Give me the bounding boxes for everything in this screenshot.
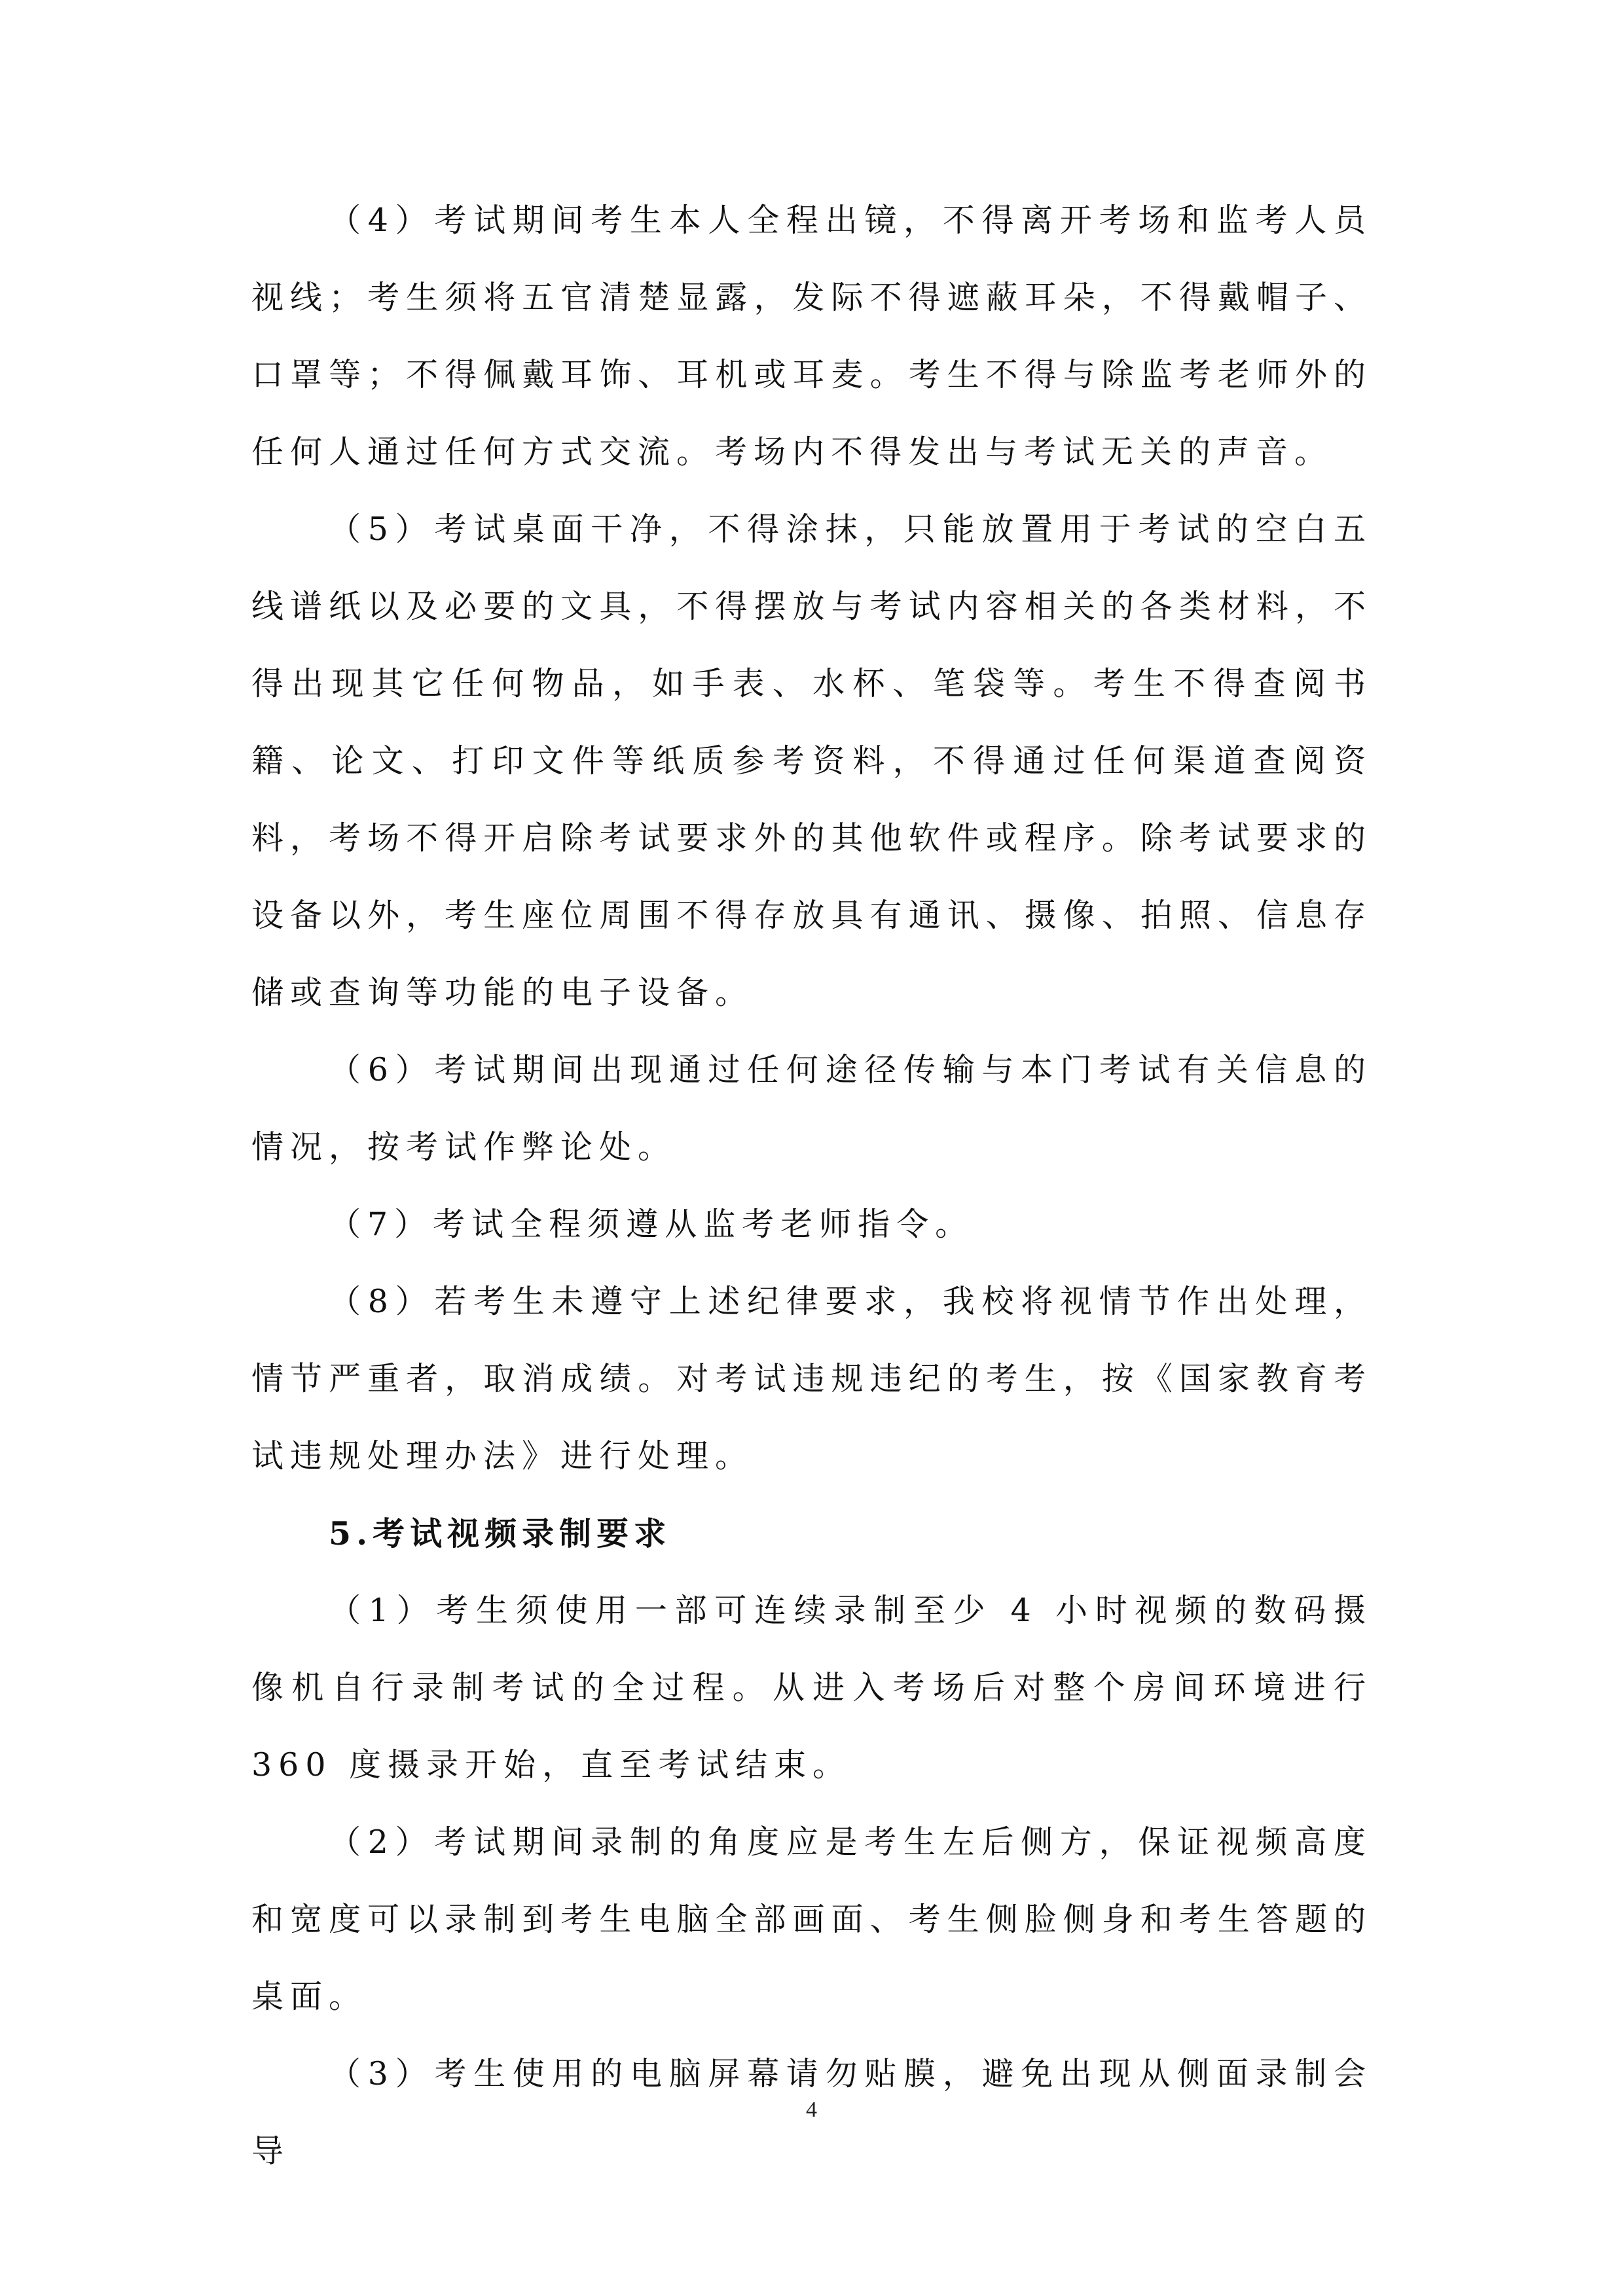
- document-body: [251, 182, 1372, 2190]
- section-heading: 5.考试视频录制要求: [329, 1515, 672, 1552]
- paragraph-rule-6: （6）考试期间出现通过任何途径传输与本门考试有关信息的情况，按考试作弊论处。: [251, 1051, 1372, 1166]
- paragraph-rule-7: （7）考试全程须遵从监考老师指令。: [329, 1206, 974, 1243]
- paragraph-recording-1: （1）考生须使用一部可连续录制至少 4 小时视频的数码摄像机自行录制考试的全过程。从进入考场后对整个房间环境进行 360 度摄录开始，直至考试结束。: [251, 1592, 1372, 1784]
- paragraph-recording-3: （3）考生使用的电脑屏幕请勿贴膜，避免出现从侧面录制会导: [251, 2055, 1372, 2170]
- paragraph-rule-5: （5）考试桌面干净，不得涂抹，只能放置用于考试的空白五线谱纸以及必要的文具，不得摆放与考试内容相关的各类材料，不得出现其它任何物品，如手表、水杯、笔袋等。考生不得查阅书籍、论文、打印文件等纸质参考资料，不得通过任何渠道查阅资料，考场不得开启除考试要求外的其他软件或程序。除考试要求的设备以外，考生座位周围不得存放具有通讯、摄像、拍照、信息存储或查询等功能的电子设备。: [251, 511, 1372, 1011]
- paragraph-recording-2: （2）考试期间录制的角度应是考生左后侧方，保证视频高度和宽度可以录制到考生电脑全部画面、考生侧脸侧身和考生答题的桌面。: [251, 1823, 1372, 2015]
- paragraph-rule-8: （8）若考生未遵守上述纪律要求，我校将视情节作出处理，情节严重者，取消成绩。对考试违规违纪的考生，按《国家教育考试违规处理办法》进行处理。: [251, 1283, 1372, 1475]
- paragraph-rule-4: （4）考试期间考生本人全程出镜，不得离开考场和监考人员视线；考生须将五官清楚显露，发际不得遮蔽耳朵，不得戴帽子、口罩等；不得佩戴耳饰、耳机或耳麦。考生不得与除监考老师外的任何人通过任何方式交流。考场内不得发出与考试无关的声音。: [251, 202, 1372, 471]
- page-number: 4: [806, 2098, 817, 2122]
